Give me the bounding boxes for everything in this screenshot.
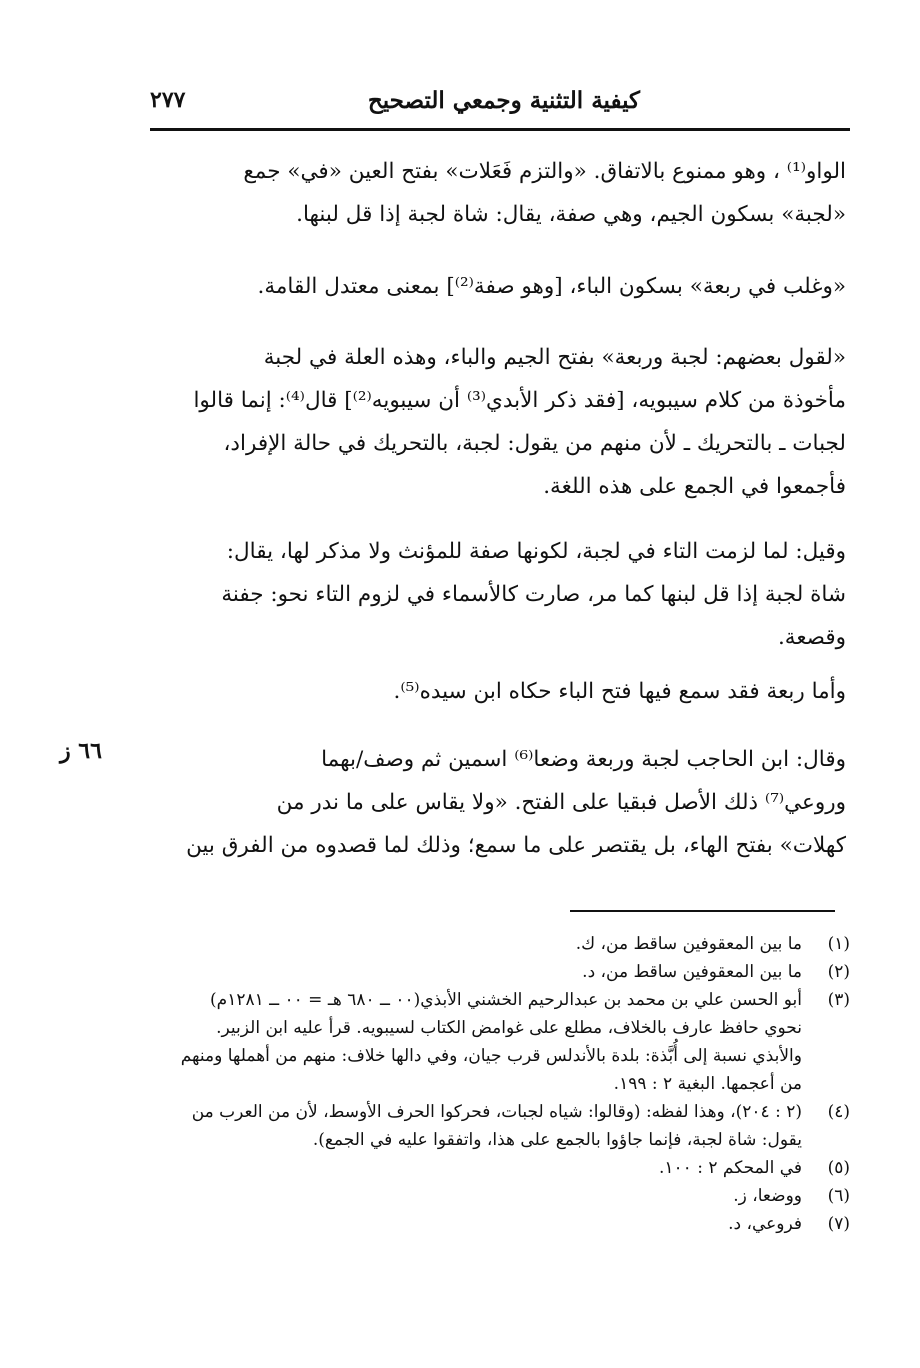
text-line: مأخوذة من كلام سيبويه، [فقد ذكر الأبدي⁽³⁾ أن سيبويه⁽²⁾] قال⁽⁴⁾: إنما قالوا	[193, 388, 846, 413]
footnote-5	[130, 1154, 850, 1182]
text-line: «لقول بعضهم: لجبة وربعة» بفتح الجيم والباء، وهذه العلة في لجبة	[263, 345, 846, 370]
paragraph-2	[140, 265, 846, 308]
footnote-4	[130, 1098, 850, 1154]
paragraph-3	[140, 336, 846, 508]
footnote-1	[130, 930, 850, 958]
text-line: وأما ربعة فقد سمع فيها فتح الباء حكاه ابن سيده⁽⁵⁾.	[393, 679, 846, 704]
footnote-6	[130, 1182, 850, 1210]
footnote-text: (٢ : ٢٠٤)، وهذا لفظه: (وقالوا: شياه لجبات، فحركوا الحرف الأوسط، لأن من العرب من	[191, 1102, 802, 1122]
footnote-text: من أعجمها. البغية ٢ : ١٩٩.	[613, 1074, 802, 1094]
header-rule	[150, 128, 850, 131]
text-line: لجبات ـ بالتحريك ـ لأن منهم من يقول: لجبة، بالتحريك في حالة الإفراد،	[223, 431, 846, 456]
footnote-7	[130, 1210, 850, 1238]
footnote-text: ما بين المعقوفين ساقط من، ك.	[575, 934, 802, 954]
text-line: «وغلب في ربعة» بسكون الباء، [وهو صفة⁽²⁾] بمعنى معتدل القامة.	[257, 274, 846, 299]
footnote-2	[130, 958, 850, 986]
footnote-number: (١)	[827, 934, 850, 954]
running-title: كيفية التثنية وجمعي التصحيح	[367, 87, 640, 114]
footnote-number: (٦)	[827, 1186, 850, 1206]
footnote-text: ووضعا، ز.	[733, 1186, 802, 1206]
footnote-text: نحوي حافظ عارف بالخلاف، مطلع على غوامض الكتاب لسيبويه. قرأ عليه ابن الزبير.	[216, 1018, 802, 1038]
text-line: فأجمعوا في الجمع على هذه اللغة.	[543, 474, 846, 499]
page-header	[150, 85, 850, 125]
footnotes	[130, 930, 850, 1238]
text-line: وقيل: لما لزمت التاء في لجبة، لكونها صفة للمؤنث ولا مذكر لها، يقال:	[226, 539, 846, 564]
paragraph-4	[140, 530, 846, 659]
paragraph-1	[140, 150, 846, 236]
text-line: وقال: ابن الحاجب لجبة وربعة وضعا⁽⁶⁾ اسمين ثم وصف/بهما	[321, 747, 846, 772]
footnote-text: يقول: شاة لجبة، فإنما جاؤوا بالجمع على هذا، واتفقوا عليه في الجمع).	[312, 1130, 802, 1150]
footnote-3	[130, 986, 850, 1098]
footnote-number: (٥)	[827, 1158, 850, 1178]
footnote-text: في المحكم ٢ : ١٠٠.	[658, 1158, 802, 1178]
footnote-number: (٧)	[827, 1214, 850, 1234]
page-number: ٢٧٧	[150, 87, 186, 113]
margin-folio-note: ٦٦ ز	[60, 738, 102, 764]
text-line: «لجبة» بسكون الجيم، وهي صفة، يقال: شاة لجبة إذا قل لبنها.	[296, 202, 846, 227]
footnote-number: (٣)	[827, 990, 850, 1010]
footnote-text: فروعي، د.	[728, 1214, 802, 1234]
footnote-text: ما بين المعقوفين ساقط من، د.	[582, 962, 802, 982]
text-line: شاة لجبة إذا قل لبنها كما مر، صارت كالأسماء في لزوم التاء نحو: جفنة	[221, 582, 846, 607]
footnote-number: (٢)	[827, 962, 850, 982]
paragraph-6	[140, 738, 846, 867]
text-line: وروعي⁽⁷⁾ ذلك الأصل فبقيا على الفتح. «ولا يقاس على ما ندر من	[276, 790, 846, 815]
text-line: وقصعة.	[777, 625, 846, 650]
footnote-text: والأبذي نسبة إلى أُبَّذة: بلدة بالأندلس قرب جيان، وفي دالها خلاف: منهم من أهملها ومنهم	[180, 1046, 802, 1066]
footnote-text: أبو الحسن علي بن محمد بن عبدالرحيم الخشني الأبذي(٠٠ ــ ٦٨٠ هـ = ٠٠ ــ ١٢٨١م)	[210, 990, 802, 1010]
text-line: الواو⁽¹⁾ ، وهو ممنوع بالاتفاق. «والتزم فَعَلات» بفتح العين «في» جمع	[243, 159, 846, 184]
footnote-number: (٤)	[827, 1102, 850, 1122]
footnote-separator	[570, 910, 835, 912]
text-line: كهلات» بفتح الهاء، بل يقتصر على ما سمع؛ وذلك لما قصدوه من الفرق بين	[186, 833, 846, 858]
paragraph-5	[140, 670, 846, 713]
